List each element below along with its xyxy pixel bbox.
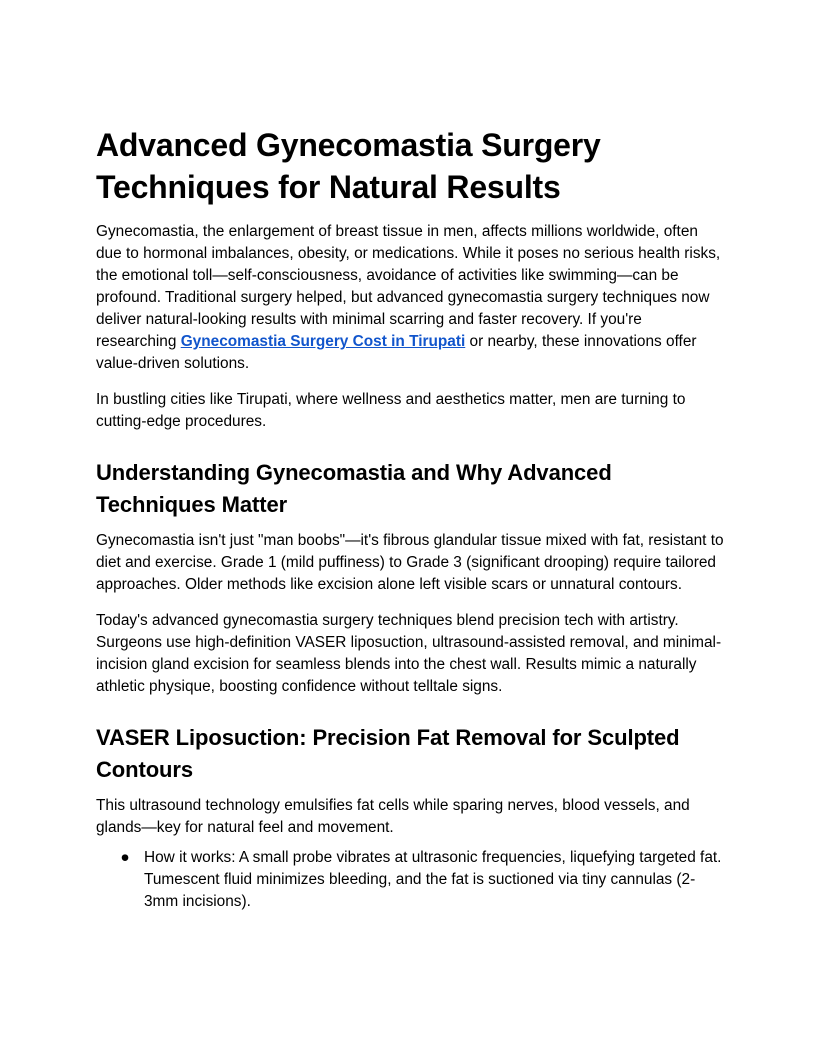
- understanding-paragraph-1: Gynecomastia isn't just "man boobs"—it's fibrous glandular tissue mixed with fat, resistant to diet and exercise. Grade 1 (mild puffiness) to Grade 3 (significant drooping) require tailored approaches. Older methods like excision alone left visible scars or unnatural contours.: [96, 532, 724, 593]
- section-heading-understanding: Understanding Gynecomastia and Why Advanced Techniques Matter: [96, 460, 612, 517]
- vaser-bullet-list: [96, 847, 726, 913]
- document-page: [96, 124, 726, 913]
- intro-paragraph-2: In bustling cities like Tirupati, where wellness and aesthetics matter, men are turning to cutting-edge procedures.: [96, 391, 686, 430]
- intro-text-end: or nearby, these innovations offer value-driven solutions.: [96, 333, 697, 372]
- intro-text-start: Gynecomastia, the enlargement of breast tissue in men, affects millions worldwide, often due to hormonal imbalances, obesity, or medications. While it poses no serious health risks, the emotional toll—self-consciousness, avoidance of activities like swimming—can be profound. Traditional surgery helped, but advanced gynecomastia surgery techniques now deliver natural-looking results with minimal scarring and faster recovery. If you're researching: [96, 223, 721, 350]
- document-title: Advanced Gynecomastia Surgery Techniques for Natural Results: [96, 127, 601, 205]
- list-item-text: How it works: A small probe vibrates at ultrasonic frequencies, liquefying targeted fat. Tumescent fluid minimizes bleeding, and the fat is suctioned via tiny cannulas (2-3mm incisions).: [144, 849, 722, 910]
- section-vaser: [96, 722, 726, 913]
- intro-paragraph: [96, 221, 726, 375]
- section-heading-vaser: VASER Liposuction: Precision Fat Removal for Sculpted Contours: [96, 725, 680, 782]
- list-item: [96, 847, 726, 913]
- understanding-paragraph-2: Today's advanced gynecomastia surgery techniques blend precision tech with artistry. Surgeons use high-definition VASER liposuction, ultrasound-assisted removal, and minimal-incision gland excision for seamless blends into the chest wall. Results mimic a naturally athletic physique, boosting confidence without telltale signs.: [96, 612, 722, 695]
- bullet-icon: ●: [120, 849, 130, 866]
- vaser-paragraph-1: This ultrasound technology emulsifies fat cells while sparing nerves, blood vessels, and glands—key for natural feel and movement.: [96, 797, 690, 836]
- section-understanding: [96, 457, 726, 698]
- cost-tirupati-link[interactable]: Gynecomastia Surgery Cost in Tirupati: [180, 333, 466, 350]
